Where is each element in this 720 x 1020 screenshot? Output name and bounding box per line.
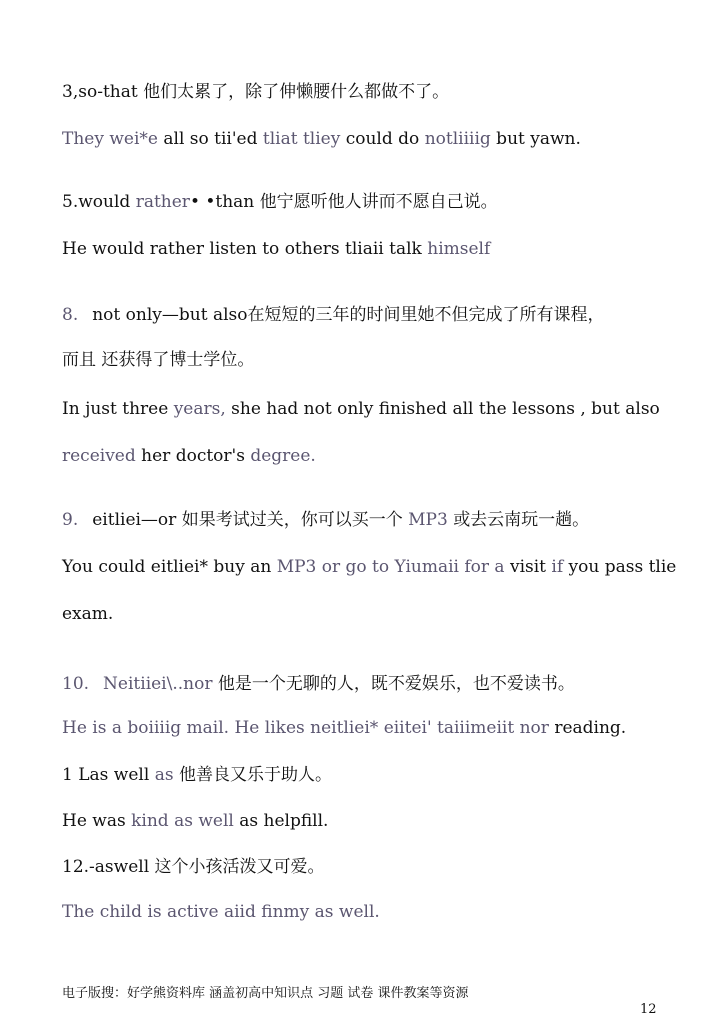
item-10-en-part: reading. — [548, 718, 627, 738]
item-9-english-cont — [62, 602, 113, 626]
item-3-english — [62, 127, 581, 151]
item-9-en-part: visit — [504, 557, 552, 577]
item-8-term: not only—but also — [92, 305, 248, 325]
item-8-english-cont — [62, 444, 316, 468]
item-3-en-part: notliiiig — [424, 129, 491, 149]
item-3-en-part: but yawn. — [490, 129, 581, 149]
item-8-en-part: she had not only finished all the lessons , but also — [225, 399, 660, 419]
item-3-en-part: tliat tliey — [262, 129, 341, 149]
item-3-term: so-that — [78, 82, 138, 102]
item-9-en-part: MP3 or go to Yiumaii for a — [276, 557, 505, 577]
item-9-english — [62, 555, 676, 579]
item-9-en-part: You could eitliei* buy an — [62, 557, 277, 577]
footer-note: 电子版搜：好学熊资料库 涵盖初高中知识点 习题 试卷 课件教案等资源 — [62, 986, 469, 1001]
item-11-chinese: 他善良又乐于助人。 — [178, 765, 332, 785]
item-11-term: as — [154, 765, 174, 785]
item-9-chinese: 或去云南玩一趟。 — [453, 510, 590, 530]
item-12-term: -aswell — [89, 857, 150, 877]
item-8-en-part: received — [62, 446, 136, 466]
item-8-en-part: degree. — [250, 446, 316, 466]
item-10-chinese: 他是一个无聊的人，既不爱娱乐，也不爱读书。 — [217, 674, 575, 694]
item-8-heading-cont — [62, 348, 254, 372]
item-9-en-part: you pass tlie — [563, 557, 677, 577]
item-5-term: would — [78, 192, 136, 212]
item-5-chinese: 他宁愿听他人讲而不愿自己说。 — [259, 192, 498, 212]
item-9-number: 9. — [62, 510, 79, 530]
item-9-heading — [62, 508, 589, 532]
item-3-heading — [62, 80, 449, 104]
item-11-heading — [62, 763, 332, 787]
item-8-chinese: 在短短的三年的时间里她不但完成了所有课程， — [247, 305, 605, 325]
item-8-chinese: 而且 — [62, 350, 96, 370]
item-9-chinese: MP3 — [408, 510, 448, 530]
item-8-en-part: In just three — [62, 399, 174, 419]
item-10-number: 10. — [62, 674, 90, 694]
item-12-en-part: The child is active aiid finmy as well. — [62, 902, 380, 922]
item-12-heading — [62, 855, 325, 879]
item-5-term: • •than — [189, 192, 255, 212]
item-10-en-part: He is a boiiiig mail. He likes neitliei* eiitei' taiiimeiit nor — [62, 718, 549, 738]
page-number: 12 — [640, 1002, 657, 1017]
item-12-english — [62, 900, 380, 924]
item-8-english — [62, 397, 660, 421]
item-11-en-part: as helpfill. — [233, 811, 329, 831]
item-11-en-part: He was — [62, 811, 132, 831]
item-10-english — [62, 716, 626, 740]
item-12-number: 12. — [62, 857, 90, 877]
item-5-en-part: himself — [427, 239, 491, 259]
item-10-term: Neitiiei\..nor — [103, 674, 213, 694]
item-9-en-part: exam. — [62, 604, 114, 624]
item-5-en-part: He would rather listen to others tliaii talk — [62, 239, 428, 259]
item-5-english — [62, 237, 490, 261]
item-11-english — [62, 809, 328, 833]
item-12-chinese: 这个小孩活泼又可爱。 — [154, 857, 325, 877]
item-11-en-part: kind as well — [131, 811, 234, 831]
item-11-term: Las well — [78, 765, 155, 785]
item-5-number: 5. — [62, 192, 79, 212]
item-8-en-part: her doctor's — [135, 446, 251, 466]
item-10-heading — [62, 672, 575, 696]
item-8-number: 8. — [62, 305, 79, 325]
item-8-en-part: years, — [173, 399, 226, 419]
item-11-number: 1 — [62, 765, 79, 785]
item-8-chinese: 还获得了博士学位。 — [101, 350, 255, 370]
item-9-en-part: if — [551, 557, 564, 577]
item-9-term: eitliei—or — [92, 510, 177, 530]
item-3-en-part: They wei*e — [62, 129, 158, 149]
item-3-number: 3, — [62, 82, 79, 102]
item-3-en-part: could do — [340, 129, 425, 149]
item-8-heading — [62, 303, 604, 327]
item-5-term: rather — [135, 192, 190, 212]
item-3-chinese: 他们太累了，除了伸懒腰什么都做不了。 — [143, 82, 450, 102]
item-5-heading — [62, 190, 498, 214]
item-3-en-part: all so tii'ed — [157, 129, 263, 149]
item-9-chinese: 如果考试过关，你可以买一个 — [181, 510, 403, 530]
